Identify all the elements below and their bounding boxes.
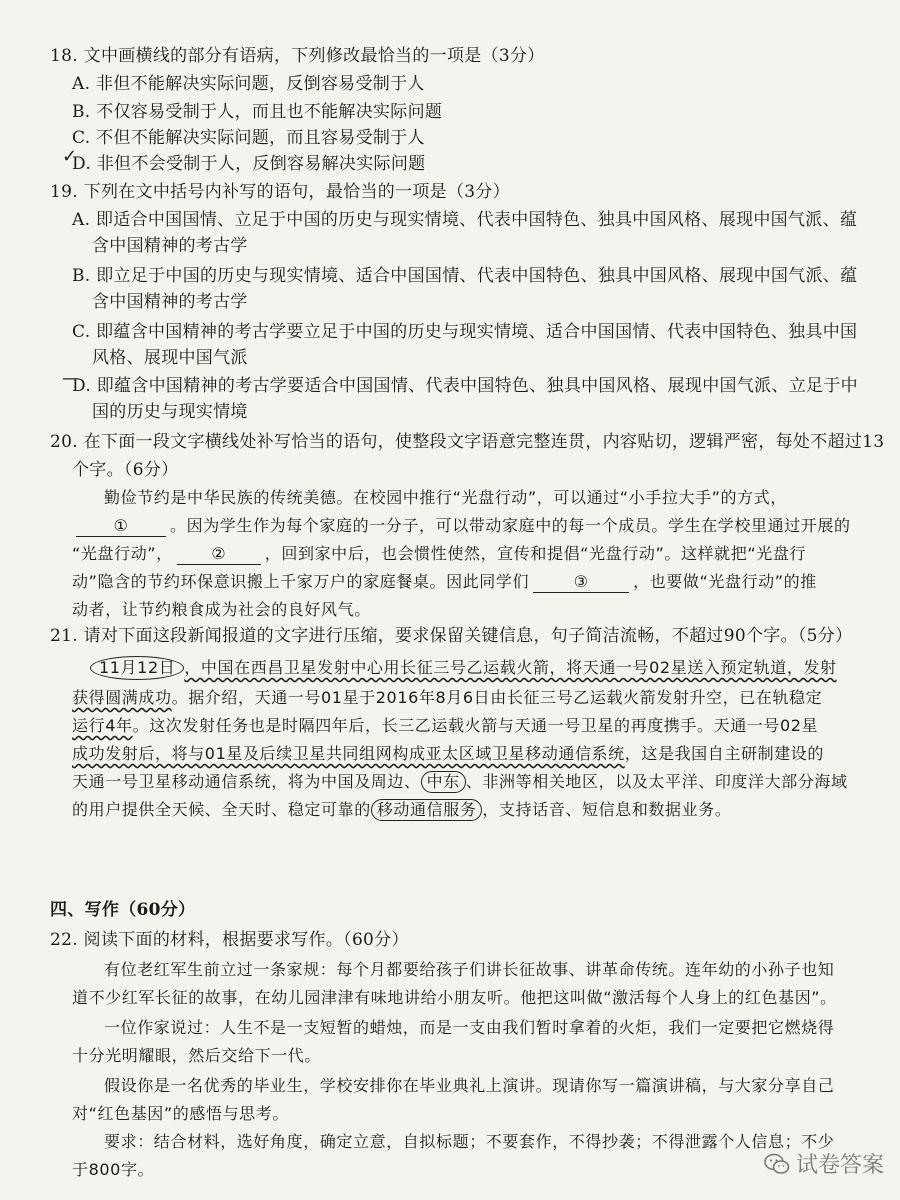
- q20-stem-line2: 个字。（6分）: [72, 460, 179, 480]
- q21-news-line3-wavy: 运行4年: [72, 716, 133, 735]
- q22-material-1b: 道不少红军长征的故事，在幼儿园津津有味地讲给小朋友听。他把这叫做“激活每个人身上的红色基因”。: [72, 988, 837, 1007]
- q18-option-b: B. 不仅容易受制于人，而且也不能解决实际问题: [72, 102, 443, 122]
- q20-para-line3-a: “光盘行动”，: [72, 544, 173, 563]
- q19-option-c-line1: C. 即蕴含中国精神的考古学要立足于中国的历史与现实情境、适合中国国情、代表中国特色、独具中国: [72, 322, 858, 342]
- q21-news-line1: [90, 656, 837, 680]
- q22-material-2a: 一位作家说过：人生不是一支短暂的蜡烛，而是一支由我们暂时拿着的火炬，我们一定要把它燃烧得: [104, 1018, 835, 1037]
- q20-para-line2: [72, 514, 851, 538]
- q19-option-a-line1: A. 即适合中国国情、立足于中国的历史与现实情境、代表中国特色、独具中国风格、展现中国气派、蕴: [72, 210, 858, 230]
- q21-news-line5: [72, 770, 848, 794]
- q19-option-d-line1: D. 即蕴含中国精神的考古学要适合中国国情、代表中国特色、独具中国风格、展现中国气派、立足于中: [72, 376, 858, 396]
- q18-option-c: C. 不但不能解决实际问题，而且容易受制于人: [72, 128, 425, 148]
- q21-news-line2-text: 。据介绍，天通一号01星于2016年8月6日由长征三号乙运载火箭发射升空，已在轨稳定: [171, 688, 823, 707]
- q22-material-3b: 对“红色基因”的感悟与思考。: [72, 1104, 289, 1123]
- q18-option-d: D. 非但不会受制于人，反倒容易解决实际问题: [72, 154, 426, 174]
- q20-para-line2-text: 。因为学生作为每个家庭的一分子，可以带动家庭中的每一个成员。学生在学校里通过开展的: [170, 516, 851, 535]
- q19-option-a-line2: 含中国精神的考古学: [92, 236, 248, 256]
- q21-news-line6: [72, 798, 731, 822]
- q20-para-line1: 勤俭节约是中华民族的传统美德。在校园中推行“光盘行动”，可以通过“小手拉大手”的方式，: [104, 488, 787, 507]
- q21-news-line4-wavy: 成功发射后，将与01星及后续卫星共同组网构成亚太区域卫星移动通信系统: [72, 744, 625, 763]
- q20-blank-3[interactable]: ③: [533, 572, 629, 593]
- q18-stem: 18. 文中画横线的部分有语病，下列修改最恰当的一项是（3分）: [50, 46, 545, 66]
- answer-strike-mark-icon: —: [62, 368, 80, 389]
- q21-news-line6-a: 的用户提供全天候、全天时、稳定可靠的: [72, 800, 371, 819]
- q22-material-3a: 假设你是一名优秀的毕业生，学校安排你在毕业典礼上演讲。现请你写一篇演讲稿，与大家分享自己: [104, 1076, 835, 1095]
- q21-news-line2-wavy: 获得圆满成功: [72, 688, 172, 707]
- q21-news-line5-b: 、非洲等相关地区，以及太平洋、印度洋大部分海域: [465, 772, 848, 791]
- q22-material-1a: 有位老红军生前立过一条家规：每个月都要给孩子们讲长征故事、讲革命传统。连年幼的小孙子也知: [104, 960, 835, 979]
- q20-para-line4: [72, 570, 817, 594]
- q18-option-a: A. 非但不能解决实际问题，反倒容易受制于人: [72, 74, 425, 94]
- q19-option-b-line1: B. 即立足于中国的历史与现实情境、适合中国国情、代表中国特色、独具中国风格、展现中国气派、蕴: [72, 266, 858, 286]
- q20-para-line5: 动者，让节约粮食成为社会的良好风气。: [72, 600, 371, 619]
- q22-requirements-b: 于800字。: [72, 1160, 155, 1179]
- q20-para-line3-b: ，回到家中后，也会惯性使然，宣传和提倡“光盘行动”。这样就把“光盘行: [264, 544, 807, 563]
- q20-para-line3: [72, 542, 806, 566]
- q20-blank-1[interactable]: ①: [76, 516, 166, 537]
- wechat-icon: [764, 1153, 790, 1175]
- q22-requirements-a: 要求：结合材料，选好角度，确定立意，自拟标题；不要套作，不得抄袭；不得泄露个人信息；不少: [104, 1132, 835, 1151]
- q21-news-line4: [72, 742, 824, 766]
- watermark: [764, 1148, 884, 1179]
- q19-stem: 19. 下列在文中括号内补写的语句，最恰当的一项是（3分）: [50, 182, 510, 202]
- q21-stem: 21. 请对下面这段新闻报道的文字进行压缩，要求保留关键信息，句子简洁流畅，不超过90个字。（5分）: [50, 626, 853, 646]
- q21-news-line3-text: 。这次发射任务也是时隔四年后，长三乙运载火箭与天通一号卫星的再度携手。天通一号02星: [132, 716, 819, 735]
- q19-option-b-line2: 含中国精神的考古学: [92, 292, 248, 312]
- q21-news-line2: [72, 686, 822, 710]
- q20-para-line4-a: 动”隐含的节约环保意识搬上千家万户的家庭餐桌。因此同学们: [72, 572, 530, 591]
- q21-news-line6-b: ，支持话音、短信息和数据业务。: [482, 800, 732, 819]
- q21-news-line4-text: ，这是我国自主研制建设的: [624, 744, 824, 763]
- q19-option-c-line2: 风格、展现中国气派: [92, 348, 248, 368]
- q20-para-line4-b: ，也要做“光盘行动”的推: [633, 572, 817, 591]
- q22-material-2b: 十分光明耀眼，然后交给下一代。: [72, 1046, 322, 1065]
- q19-option-d-line2: 国的历史与现实情境: [92, 402, 248, 422]
- writing-heading: 四、写作（60分）: [50, 900, 196, 920]
- q21-boxed-service: 移动通信服务: [371, 799, 483, 821]
- q20-stem-line1: 20. 在下面一段文字横线处补写恰当的语句，使整段文字语意完整连贯，内容贴切，逻辑严密，每处不超过13: [50, 432, 885, 452]
- q21-news-line1-text: ，中国在西昌卫星发射中心用长征三号乙运载火箭，将天通一号02星送入预定轨道，发射: [184, 658, 837, 677]
- watermark-text: 试卷答案: [795, 1153, 884, 1178]
- answer-check-mark-icon: ✓: [62, 146, 78, 167]
- q21-news-line3: [72, 714, 818, 738]
- q21-boxed-zhongdong: 中东: [421, 771, 466, 793]
- q22-stem: 22. 阅读下面的材料，根据要求写作。（60分）: [50, 930, 409, 950]
- q21-news-line5-a: 天通一号卫星移动通信系统，将为中国及周边、: [72, 772, 421, 791]
- q20-blank-2[interactable]: ②: [177, 544, 261, 565]
- q21-date-circled: 11月12日: [90, 656, 184, 680]
